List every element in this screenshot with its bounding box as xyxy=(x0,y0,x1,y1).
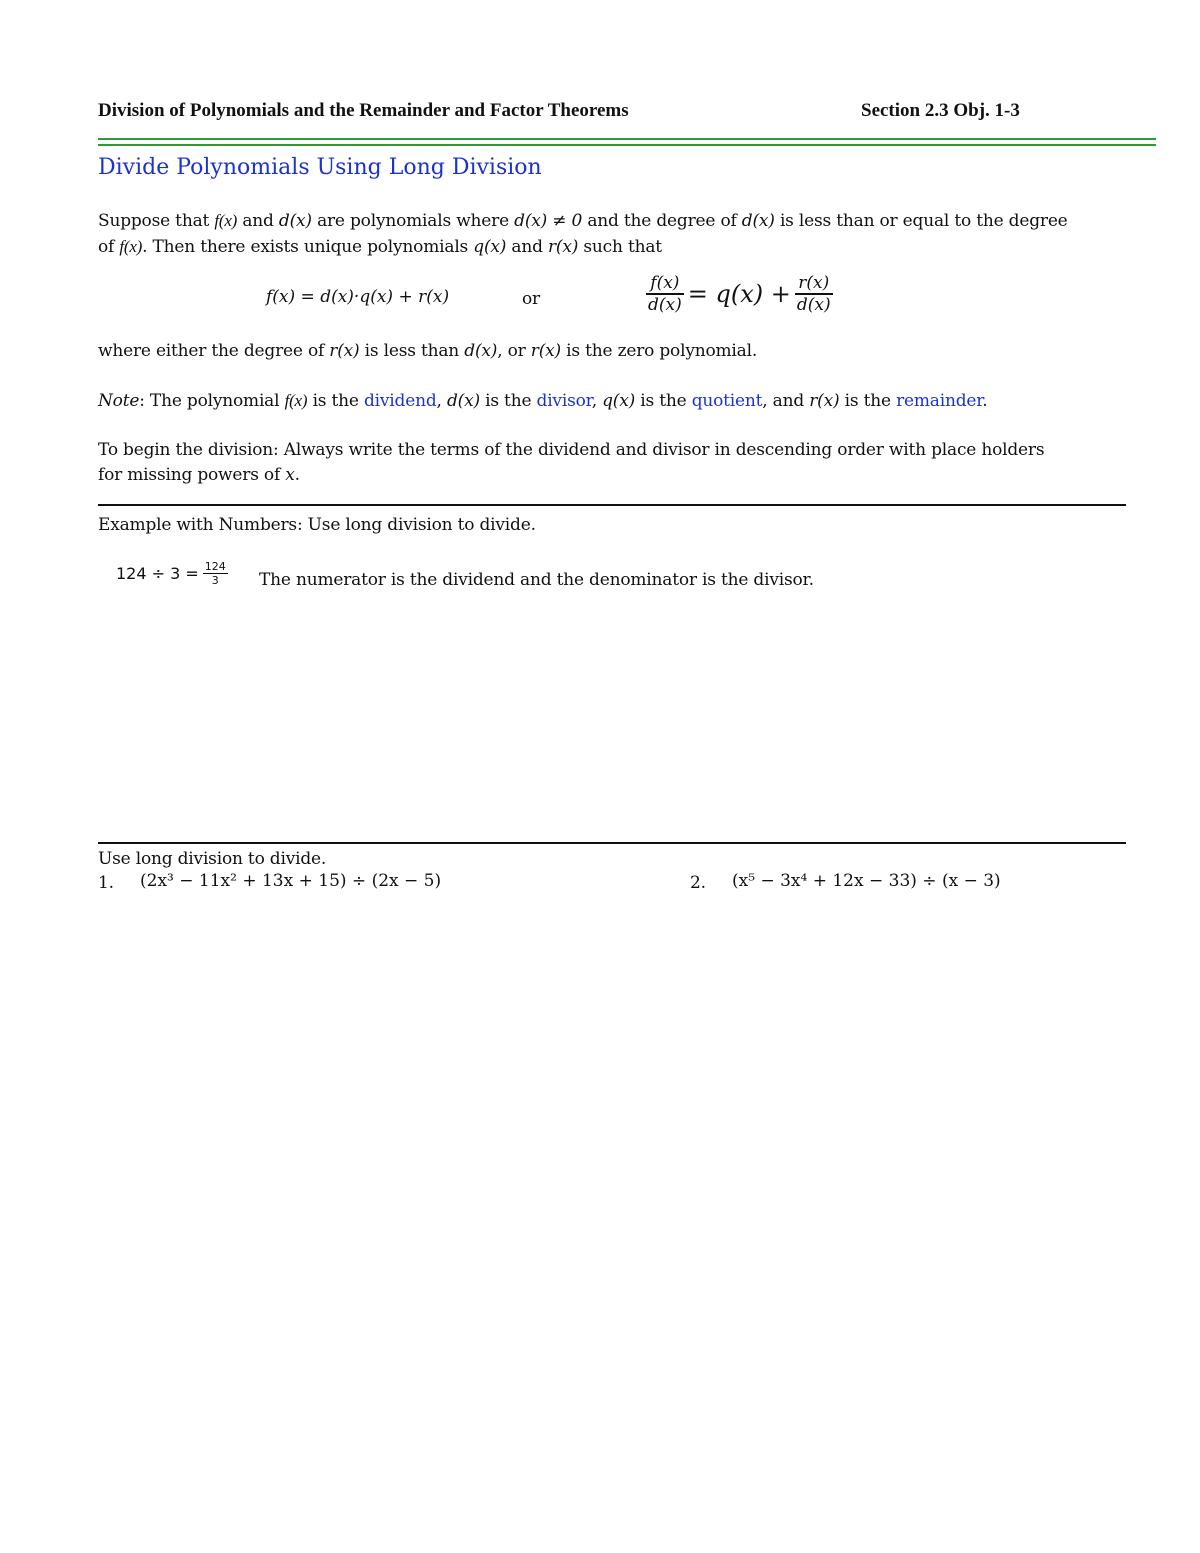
text: is the xyxy=(479,391,537,411)
fraction-numerator: 124 xyxy=(204,560,226,573)
divider-rule xyxy=(98,842,1126,844)
header-rule-bottom xyxy=(98,144,1156,146)
math-fx: f(x) xyxy=(284,391,308,410)
problem-1-number: 1. xyxy=(98,873,114,893)
text: and the degree of xyxy=(582,211,742,231)
text: Suppose that xyxy=(98,211,215,231)
division-algorithm-equation: f(x) = d(x)·q(x) + r(x) xyxy=(266,287,450,307)
math-rx: r(x) xyxy=(530,341,561,361)
text: , or xyxy=(497,341,531,361)
header-rule-top xyxy=(98,138,1156,140)
text: , xyxy=(436,391,447,411)
example-explanation: The numerator is the dividend and the denominator is the divisor. xyxy=(259,570,814,590)
text: is the xyxy=(307,391,364,411)
example-division: 124 ÷ 3 = xyxy=(116,564,199,583)
text: . xyxy=(982,391,988,411)
example-title: Example with Numbers: Use long division to divide. xyxy=(98,515,536,535)
fraction-f-over-d xyxy=(646,273,684,315)
problems-instruction: Use long division to divide. xyxy=(98,849,327,869)
term-divisor: divisor xyxy=(536,391,592,411)
fraction-r-over-d xyxy=(795,273,833,315)
text: , and xyxy=(762,391,810,411)
text: is less than or equal to the degree xyxy=(774,211,1068,231)
term-quotient: quotient xyxy=(691,391,763,411)
document-title: Division of Polynomials and the Remainder and Factor Theorems xyxy=(98,100,629,121)
text: . Then there exists unique polynomials xyxy=(142,237,474,257)
math-dx: d(x) xyxy=(446,391,480,411)
math-fx: f(x) xyxy=(119,237,143,256)
math-dx: d(x) xyxy=(278,211,312,231)
fraction-numerator: r(x) xyxy=(798,273,830,293)
note-paragraph xyxy=(98,388,988,414)
math-rx: r(x) xyxy=(809,391,840,411)
problem-2-number: 2. xyxy=(690,873,706,893)
text: : The polynomial xyxy=(139,391,285,411)
text: and xyxy=(506,237,548,257)
text: is the zero polynomial. xyxy=(560,341,758,361)
problem-1-expression: (2x³ − 11x² + 13x + 15) ÷ (2x − 5) xyxy=(140,871,442,891)
or-label: or xyxy=(522,289,540,309)
math-dx-neq: d(x) ≠ 0 xyxy=(514,211,583,231)
math-fx: f(x) xyxy=(214,211,238,230)
text: for missing powers of xyxy=(98,465,286,485)
example-expression xyxy=(116,560,228,587)
example-fraction xyxy=(203,560,228,587)
section-heading: Divide Polynomials Using Long Division xyxy=(98,155,542,180)
math-dx: d(x) xyxy=(464,341,498,361)
text: . xyxy=(294,465,300,485)
note-label: Note xyxy=(98,391,140,411)
text: are polynomials where xyxy=(311,211,515,231)
text: is less than xyxy=(359,341,465,361)
problem-2-expression: (x⁵ − 3x⁴ + 12x − 33) ÷ (x − 3) xyxy=(732,871,1001,891)
text: of xyxy=(98,237,120,257)
math-rx: r(x) xyxy=(329,341,360,361)
math-qx: q(x) xyxy=(473,237,507,257)
equation-middle: = q(x) + xyxy=(687,280,791,308)
fraction-denominator: d(x) xyxy=(648,295,682,315)
text: such that xyxy=(578,237,662,257)
begin-paragraph xyxy=(98,438,1148,488)
divider-rule xyxy=(98,504,1126,506)
intro-paragraph xyxy=(98,208,1148,260)
math-dx: d(x) xyxy=(741,211,775,231)
begin-line-1: To begin the division: Always write the terms of the dividend and divisor in descending order with place holders xyxy=(98,440,1045,460)
section-label: Section 2.3 Obj. 1-3 xyxy=(861,100,1020,121)
math-rx: r(x) xyxy=(548,237,579,257)
term-remainder: remainder xyxy=(896,391,983,411)
term-dividend: dividend xyxy=(363,391,437,411)
text: , xyxy=(591,391,603,411)
division-algorithm-fraction-form xyxy=(646,273,833,315)
text: where either the degree of xyxy=(98,341,330,361)
math-x: x xyxy=(285,465,295,485)
text: is the xyxy=(839,391,897,411)
fraction-denominator: 3 xyxy=(211,574,219,587)
text: is the xyxy=(635,391,692,411)
fraction-numerator: f(x) xyxy=(650,273,680,293)
math-qx: q(x) xyxy=(602,391,636,411)
text: and xyxy=(237,211,279,231)
fraction-denominator: d(x) xyxy=(796,295,831,315)
where-paragraph xyxy=(98,339,757,364)
